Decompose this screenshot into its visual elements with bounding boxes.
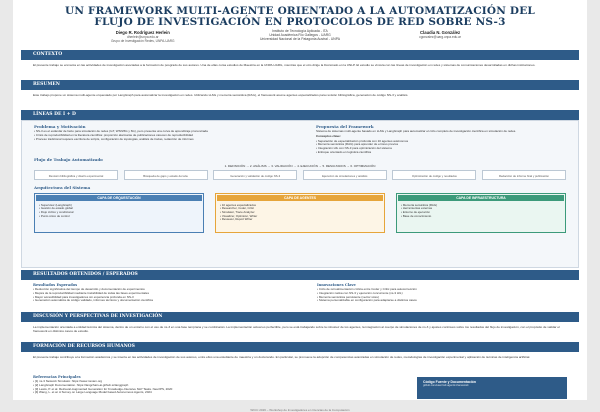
innovaciones-item: • Integración nativa con NS-3 y ejecución concurrente (ns-3 HIL) [317,292,567,296]
author-1-group: Grupo de Investigación Redes, UNPA-UARG [111,39,175,43]
capa-infraestructura-title: CAPA DE INFRAESTRUCTURA [398,195,564,201]
section-formacion-header: FORMACIÓN DE RECURSOS HUMANOS [21,342,579,352]
resultados-item: • Mayor accesibilidad para investigadores sin experiencia profunda en NS-3 [33,296,283,300]
capa-item: • Memoria semántica (RAG) [401,204,561,208]
capa-orquestacion-title: CAPA DE ORQUESTACIÓN [36,195,202,201]
author-1-name: Diego R. Rodríguez Herlein [115,30,170,35]
capa-agentes-box [215,193,385,233]
capa-agentes-list [220,204,380,222]
innovaciones-item: • Memoria semántica persistente (vector store) [317,296,567,300]
code-repo-url[interactable]: github.com/user/ns3-agentic-framework [423,384,469,387]
title-line-1: UN FRAMEWORK MULTI-AGENTE ORIENTADO A LA AUTOMATIZACIÓN DEL [64,5,535,17]
conceptos-item: • Memoria semántica (RAG) para aprender de errores previos [316,143,566,147]
capa-item: • Simulator, Trace Analyzer [220,211,380,215]
resultados-item: • Mejora de la reproducibilidad mediante trazabilidad de todas las fases experimentales [33,292,283,296]
title-line-2: FLUJO DE INVESTIGACIÓN EN PROTOCOLOS DE RED SOBRE NS-3 [94,16,506,28]
author-2 [419,30,461,43]
referencias-title: Referencias Principales [33,375,81,379]
section-resultados-header: RESULTADOS OBTENIDOS / ESPERADOS [21,270,579,280]
problema-item: • NS-3 es el estándar de facto para simulación de redes (IoT, WSN/6G y 6G), pero presenta una curva de aprendizaje pronunciada [34,130,284,134]
affil-line-2: Unidad Académica Río Gallegos - UARG [269,33,331,37]
resultados-item: • Reducción significativa del tiempo de desarrollo y documentación de experimentos [33,288,283,292]
affil-line-3: Universidad Nacional de la Patagonia Austral - UNPA [259,37,341,41]
capa-item: • Researcher, Coder, Critic [220,207,380,211]
problema-item: • Crisis de reproducibilidad en la literatura científica: proporción alarmante de publicaciones carecen de reproducibilidad [34,134,284,138]
capa-item: • Visualizer, Optimizer, Writer [220,215,380,219]
flujo-step: Generación y validación de código NS-3 [213,170,297,180]
referencias-list [33,380,363,395]
referencia-item: • [2] LangGraph Documentation. https://langchain-ai.github.io/langgraph [33,384,363,388]
flujo-step: Ejecución de simulaciones y análisis [303,170,387,180]
conceptos-list [316,140,566,155]
referencia-item: • [4] Wang, L. et al. A Survey on Large Language Model based Autonomous Agents, 2024 [33,391,363,395]
poster [13,0,587,412]
affil-line-1: Instituto de Tecnología Aplicada - ITA [272,29,328,33]
flujo-step: Revisión bibliográfica y diseño experimental [34,170,118,180]
capa-item: • Supervisor (LangGraph) [39,204,199,208]
propuesta-text: Sistema de sistemas multi-agente basado en LLMs y LangGraph para automatizar el ciclo completo de investigación científica en simulación de redes. [316,129,517,133]
resultados-esperados-block [33,283,283,309]
section-lineas-header: LÍNEAS DE I + D [21,110,579,120]
flujo-step: Optimización de código y resultados [392,170,476,180]
arquitectura-title: Arquitectura del Sistema [34,184,91,190]
lineas-card [21,120,579,268]
arquitectura-row [34,193,566,233]
problema-block [34,124,284,155]
poster-title [13,6,587,28]
referencias-row [21,372,579,406]
innovaciones-block [317,283,567,309]
section-resumen-header: RESUMEN [21,80,579,90]
conceptos-item: • Enfoque orientado en logística científica [316,151,566,155]
capa-orquestacion-list [39,204,199,218]
innovaciones-list [317,288,567,303]
capa-item: • Punto único de control [39,215,199,219]
author-2-name: Claudia N. González [420,30,461,35]
resultados-body [21,280,579,312]
code-repo-box[interactable] [417,377,567,399]
capa-agentes-title: CAPA DE AGENTES [217,195,383,201]
propuesta-block [316,124,566,155]
footer-text: WICC 2026 – Workshop de Investigadores en Ciencias de la Computación [250,408,350,412]
problema-item: • Proceso tradicional requiere escritura de scripts, configuración de topologías, análisis de trazas, redacción de informes [34,138,284,142]
innovaciones-item: • Sistema personalizable en configuración para adaptarse a distintos casos [317,299,567,303]
capa-item: • Flujo cíclico y condicional [39,211,199,215]
affiliation [13,29,587,41]
conceptos-item: • Integración HIL con NS-3 para optimización del sistema [316,147,566,151]
capa-item: • 10 agentes especializados [220,204,380,208]
resultados-item: • Generación automática de código validado, informes técnicos y documentación científica [33,299,283,303]
resultados-esperados-list [33,288,283,303]
propuesta-title: Propuesta del Framework [316,124,374,129]
problema-title: Problema y Motivación [34,124,86,129]
problema-list [34,130,284,141]
conceptos-item: • Separación de especialización profunda con 10 agentes autónomos [316,140,566,144]
section-contexto-text: El presente trabajo se enmarca en las actividades de investigación asociadas a la formación de posgrado de sus autores. Una de ellas cursa estudios de Maestría en la UNPA-UARG, mientras que el otro dirige la Doctorado en la UNLP. El estudio se vincula con las líneas de investigación en redes y sistemas de comunicaciones desarrolladas en dichas instituciones. [33,63,536,67]
resultados-esperados-title: Resultados Esperados [33,283,78,287]
capa-orquestacion-box [34,193,204,233]
flujo-steps [34,170,566,180]
innovaciones-title: Innovaciones Clave [317,283,356,287]
innovaciones-item: • Ciclo de retroalimentación cíclica entre Coder y Critic para autocorrección [317,288,567,292]
capa-infraestructura-box [396,193,566,233]
capa-item: • Reviewer, Report Writer [220,218,380,222]
flujo-title: Flujo de Trabajo Automatizado [34,156,103,162]
code-repo-title: Código Fuente y Documentación [423,380,476,384]
referencias-block [33,375,363,395]
flujo-phases: 1. DEFINICIÓN → 2. ANÁLISIS → 3. VALIDACIÓN → 4. EJECUCIÓN → 5. RESULTADOS → 6. OPTIMIZACIÓN [224,163,376,168]
referencia-item: • [1] ns-3 Network Simulator. https://www.nsnam.org [33,380,363,384]
conceptos-title: Conceptos clave: [316,133,341,138]
section-discusion-text: La implementación orientada a entidad técnica del sistema, dentro de un entorno con el uso de ns-3 en una fase temprana y se combinarán. La implementación actual es perfectible, pero se está trabajando sobre la robustez de los agentes, la integración al cuerpo de simulaciones de ns-3 y ajustes continuos sobre los resultados del flujo de investigación, con el propósito de validar el framework en distintos casos de estudio. [33,325,560,333]
capa-infraestructura-list [401,204,561,218]
section-resumen-text: Este trabajo propone un sistema multi-agente orquestado por LangGraph para automatizar la investigación en redes. Utilizando LLMs y memoria semántica (RAG), el framework asume agentes especializados para revisión bibliográfica, generación de código NS-3 y análisis. [33,93,409,97]
section-discusion-header: DISCUSIÓN Y PERSPECTIVAS DE INVESTIGACIÓN [21,312,579,322]
author-1-email: dherlein@unpa.edu.ar [126,35,159,39]
author-1 [111,30,175,43]
capa-item: • Gestión de estado global [39,207,199,211]
capa-item: • Herramientas externas [401,207,561,211]
capa-item: • Entorno de ejecución [401,211,561,215]
section-contexto-header: CONTEXTO [21,50,579,60]
referencia-item: • [3] Lewis, P. et al. Retrieval-Augmented Generation for Knowledge-Intensive NLP Tasks. NeurIPS, 2020 [33,388,363,392]
flujo-step: Búsqueda de gaps y estado del arte [124,170,208,180]
capa-item: • Base de conocimiento [401,215,561,219]
flujo-step: Redacción de informe final y publicación [482,170,566,180]
author-2-email: cgonzalez@uarg.unpa.edu.ar [419,35,461,39]
section-formacion-text: El presente trabajo contribuye a la formación académica y se inserta en las actividades de investigación de sus autores, entre ellos una estudiante de maestría y un doctorando. En particular, se promueve la adopción de competencias avanzadas en simulación de redes, metodologías de investigación experimental y aplicación de técnicas de inteligencia artificial. [33,355,531,359]
